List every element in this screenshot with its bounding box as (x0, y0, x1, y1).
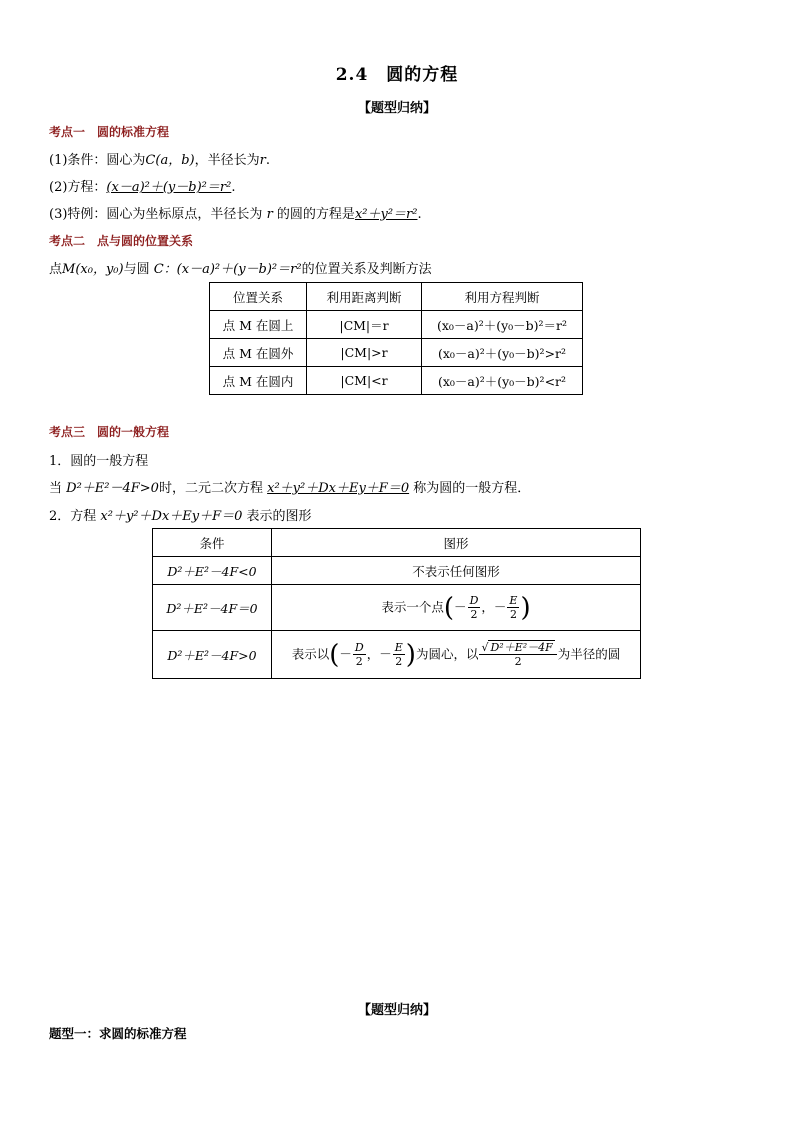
text: － (454, 599, 467, 614)
general-equation-table (152, 528, 641, 679)
table-row (153, 631, 641, 679)
position-relation-table (209, 282, 583, 395)
text: 时，二元二次方程 (158, 481, 263, 496)
text: D²＋E²－4F>0 (167, 647, 257, 663)
text: 为半径的圆 (557, 646, 621, 661)
table-cell (153, 631, 272, 679)
kp1-heading: 考点一 圆的标准方程 (49, 125, 170, 139)
fraction: $\frac{\text{√ D²＋E²－4F}}{2}$ (479, 641, 556, 668)
table-cell: 不表示任何图形 (272, 557, 641, 585)
table-cell: (x₀－a)²＋(y₀－b)²＝r² (422, 311, 583, 339)
fraction (353, 641, 366, 668)
table-header-cell: 位置关系 (210, 283, 307, 311)
kp1-condition: (1)条件：圆心为C(a，b)，半径长为r. (49, 153, 270, 168)
text: (3)特例：圆心为坐标原点，半径长为 (49, 207, 263, 222)
text: ，半径长为 (194, 153, 260, 168)
text: 表示的图形 (246, 509, 312, 524)
paren: ) (405, 639, 416, 670)
fraction (507, 594, 519, 621)
table-row (210, 339, 583, 367)
text: 与圆 (123, 262, 150, 277)
text: ， (366, 646, 380, 661)
text: D²＋E²－4F>0 (66, 481, 159, 496)
table-row (210, 367, 583, 395)
text: (2)方程： (49, 180, 107, 195)
paren: ( (443, 592, 455, 623)
text: D²＋E²－4F (490, 641, 553, 654)
table-cell: 点 M 在圆外 (210, 339, 307, 367)
text: 2 (509, 608, 517, 621)
kp3-general-eq-line (49, 477, 530, 496)
table-header-row (210, 283, 583, 311)
table-cell: 点 M 在圆内 (210, 367, 307, 395)
text: 的圆的方程是 (276, 207, 355, 222)
fraction (393, 641, 405, 668)
text: r (266, 207, 273, 222)
table-row (153, 585, 641, 631)
text: C(a，b) (145, 153, 195, 168)
text: D (469, 594, 479, 607)
text: 为圆心，以 (415, 646, 479, 661)
text: 当 (49, 481, 63, 496)
table-row (153, 557, 641, 585)
fraction (468, 594, 481, 621)
text: ， (481, 599, 494, 614)
table-header-cell: 利用距离判断 (307, 283, 422, 311)
table-cell (153, 557, 272, 585)
table-header-cell: 条件 (153, 529, 272, 557)
kp1-equation: (2)方程：(x－a)²＋(y－b)²＝r². (49, 180, 236, 195)
table-cell: |CM|>r (307, 339, 422, 367)
text: C：(x－a)²＋(y－b)²＝r² (153, 262, 302, 277)
table-row (210, 311, 583, 339)
text: 2 (355, 655, 363, 668)
text: － (379, 646, 392, 661)
text: D²＋E²－4F＝0 (166, 600, 258, 616)
text: － (493, 599, 507, 614)
section-heading: 【题型归纳】 (357, 101, 436, 116)
text: 2 (514, 655, 522, 668)
table-cell: 点 M 在圆上 (210, 311, 307, 339)
text: E (394, 641, 403, 654)
text: M(x₀，y₀) (62, 262, 124, 277)
kp3-heading: 考点三 圆的一般方程 (49, 425, 170, 439)
text: 2 (470, 608, 478, 621)
kp2-heading: 考点二 点与圆的位置关系 (49, 234, 194, 248)
formula: (x－a)²＋(y－b)²＝r² (106, 180, 232, 195)
paren: ) (520, 592, 531, 623)
text: － (339, 646, 352, 661)
text: r (259, 153, 266, 168)
text: (1)条件：圆心为 (49, 153, 146, 168)
table-cell: (x₀－a)²＋(y₀－b)²<r² (422, 367, 583, 395)
table-header-row (153, 529, 641, 557)
text: x²＋y²＋Dx＋Ey＋F＝0 (100, 509, 243, 524)
text: 的位置关系及判断方法 (301, 262, 432, 277)
table-cell: |CM|＝r (307, 311, 422, 339)
kp3-item2 (49, 505, 312, 524)
type1-heading: 题型一：求圆的标准方程 (49, 1026, 187, 1041)
text: 称为圆的一般方程． (413, 481, 531, 496)
paren: ( (329, 639, 340, 670)
text: 点 (49, 262, 63, 277)
text: 2．方程 (49, 509, 97, 524)
table-cell (272, 585, 641, 631)
table-cell (153, 585, 272, 631)
text: D (354, 641, 364, 654)
text: D²＋E²－4F<0 (167, 563, 257, 579)
kp2-intro (49, 258, 432, 277)
bottom-section-heading: 【题型归纳】 (357, 1003, 436, 1018)
kp1-special: (3)特例：圆心为坐标原点，半径长为 r 的圆的方程是x²＋y²＝r². (49, 207, 422, 222)
text: 表示一个点 (381, 599, 444, 614)
page-title: 2.4 圆的方程 (335, 65, 459, 85)
table-cell: (x₀－a)²＋(y₀－b)²>r² (422, 339, 583, 367)
kp3-item1: 1．圆的一般方程 (49, 454, 149, 469)
text: 表示以 (291, 646, 330, 661)
formula: x²＋y²＋Dx＋Ey＋F＝0 (267, 481, 410, 496)
table-header-cell: 图形 (272, 529, 641, 557)
table-header-cell: 利用方程判断 (422, 283, 583, 311)
text: 2 (395, 655, 403, 668)
table-cell: |CM|<r (307, 367, 422, 395)
text: E (509, 594, 518, 607)
formula: x²＋y²＝r² (354, 207, 418, 222)
table-cell (272, 631, 641, 679)
